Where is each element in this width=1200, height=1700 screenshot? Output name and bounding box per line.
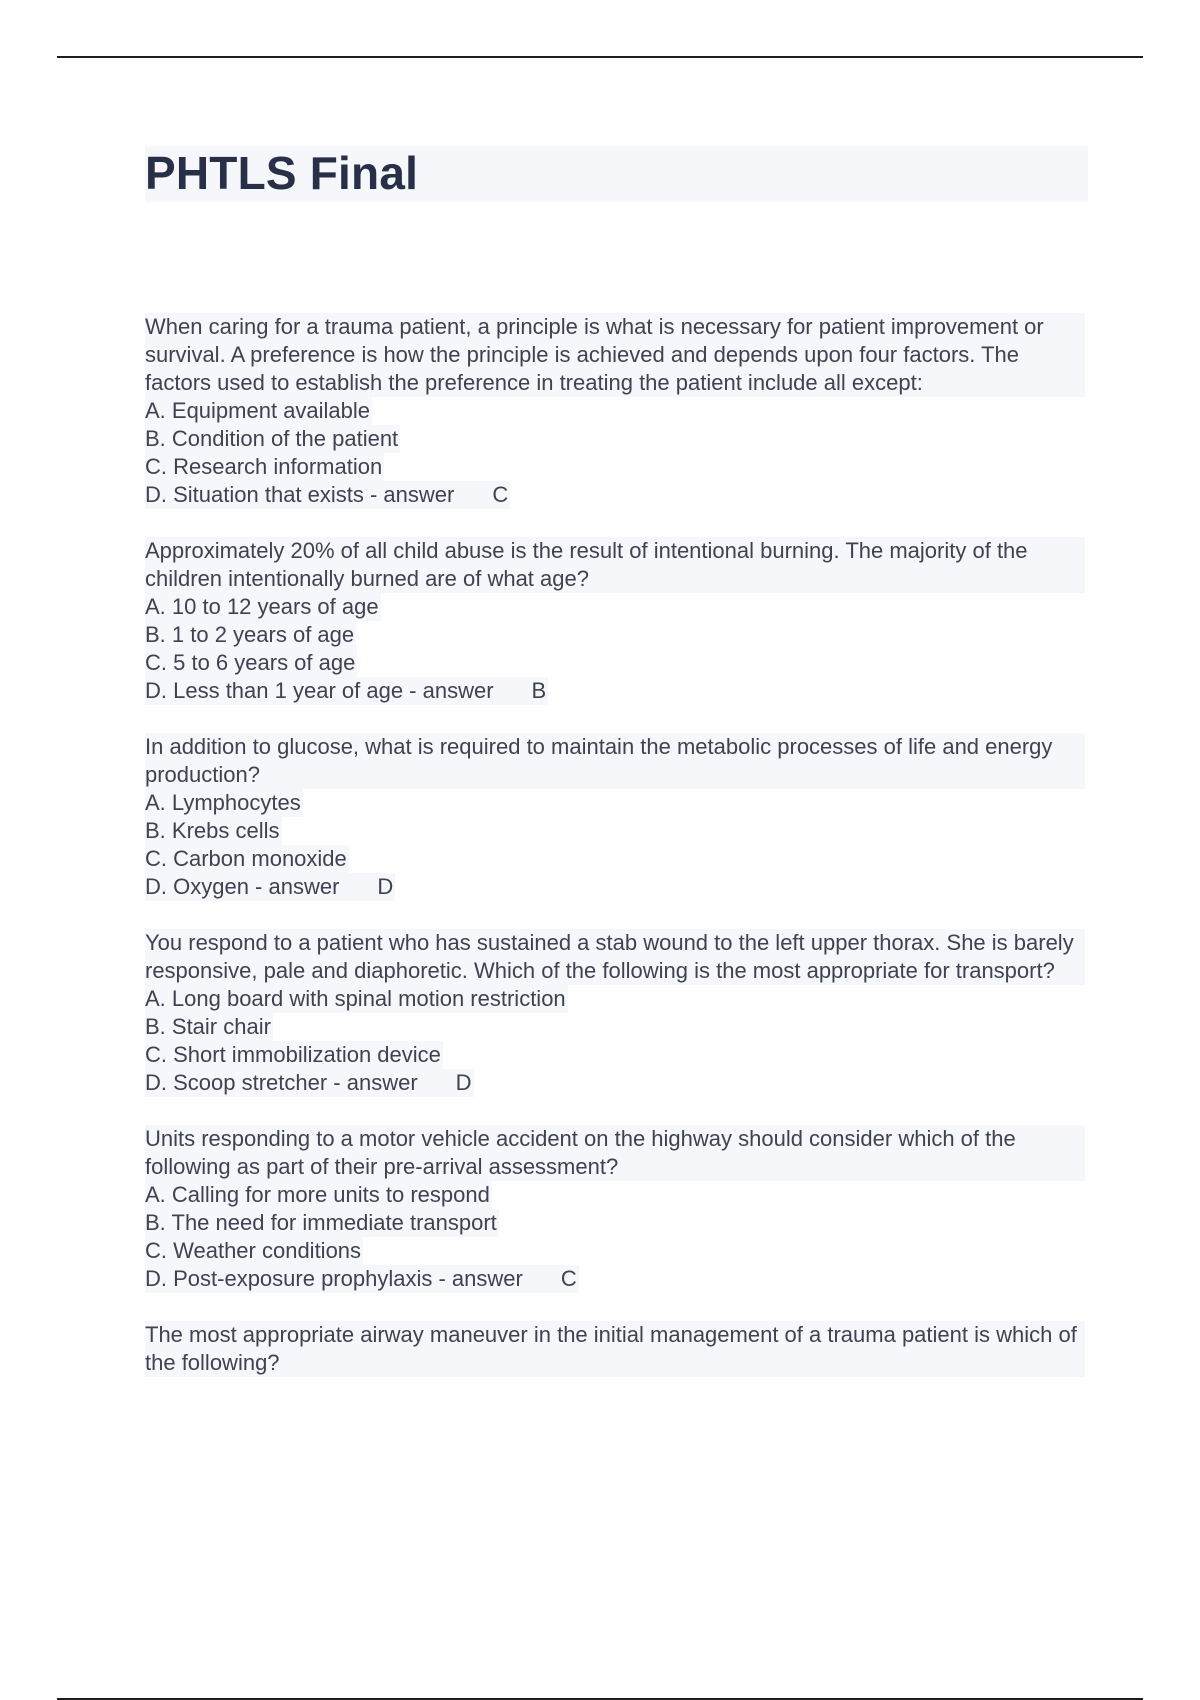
question-text: In addition to glucose, what is required to maintain the metabolic processes of life and energy production?	[145, 733, 1085, 789]
question-text: The most appropriate airway maneuver in the initial management of a trauma patient is which of the following?	[145, 1321, 1085, 1377]
answer-key: D	[455, 1070, 472, 1095]
top-rule	[57, 56, 1143, 58]
answer-key: C	[492, 482, 509, 507]
option-d-with-answer	[145, 677, 548, 705]
question-block-2	[145, 537, 1085, 705]
option-c: C. Research information	[145, 454, 383, 479]
option-d-with-answer	[145, 1265, 579, 1293]
question-text: Approximately 20% of all child abuse is the result of intentional burning. The majority of the children intentionally burned are of what age?	[145, 537, 1085, 593]
option-c: C. Carbon monoxide	[145, 846, 347, 871]
option-a: A. 10 to 12 years of age	[145, 594, 379, 619]
option-d-with-answer	[145, 481, 510, 509]
question-text: Units responding to a motor vehicle accident on the highway should consider which of the following as part of their pre-arrival assessment?	[145, 1125, 1085, 1181]
option-b: B. Stair chair	[145, 1014, 271, 1039]
question-list	[145, 313, 1085, 1405]
option-c: C. 5 to 6 years of age	[145, 650, 356, 675]
option-d: D. Less than 1 year of age - answer	[145, 678, 494, 703]
option-a: A. Long board with spinal motion restriction	[145, 986, 566, 1011]
option-b: B. 1 to 2 years of age	[145, 622, 355, 647]
option-a: A. Lymphocytes	[145, 790, 301, 815]
answer-key: C	[560, 1266, 577, 1291]
option-b: B. The need for immediate transport	[145, 1210, 497, 1235]
option-b: B. Krebs cells	[145, 818, 280, 843]
document-title: PHTLS Final	[145, 147, 419, 199]
question-block-6	[145, 1321, 1085, 1377]
answer-key: D	[377, 874, 394, 899]
option-a: A. Calling for more units to respond	[145, 1182, 490, 1207]
option-d-with-answer	[145, 873, 395, 901]
option-d: D. Post-exposure prophylaxis - answer	[145, 1266, 523, 1291]
question-text: You respond to a patient who has sustained a stab wound to the left upper thorax. She is barely responsive, pale and diaphoretic. Which of the following is the most appropriate for transport?	[145, 929, 1085, 985]
option-b: B. Condition of the patient	[145, 426, 399, 451]
question-block-3	[145, 733, 1085, 901]
question-block-4	[145, 929, 1085, 1097]
option-d-with-answer	[145, 1069, 474, 1097]
answer-key: B	[531, 678, 547, 703]
option-d: D. Scoop stretcher - answer	[145, 1070, 418, 1095]
question-block-5	[145, 1125, 1085, 1293]
option-a: A. Equipment available	[145, 398, 371, 423]
option-c: C. Short immobilization device	[145, 1042, 441, 1067]
option-d: D. Oxygen - answer	[145, 874, 340, 899]
question-block-1	[145, 313, 1085, 509]
option-d: D. Situation that exists - answer	[145, 482, 455, 507]
option-c: C. Weather conditions	[145, 1238, 362, 1263]
question-text: When caring for a trauma patient, a principle is what is necessary for patient improvement or survival. A preference is how the principle is achieved and depends upon four factors. The factors used to establish the preference in treating the patient include all except:	[145, 313, 1085, 397]
